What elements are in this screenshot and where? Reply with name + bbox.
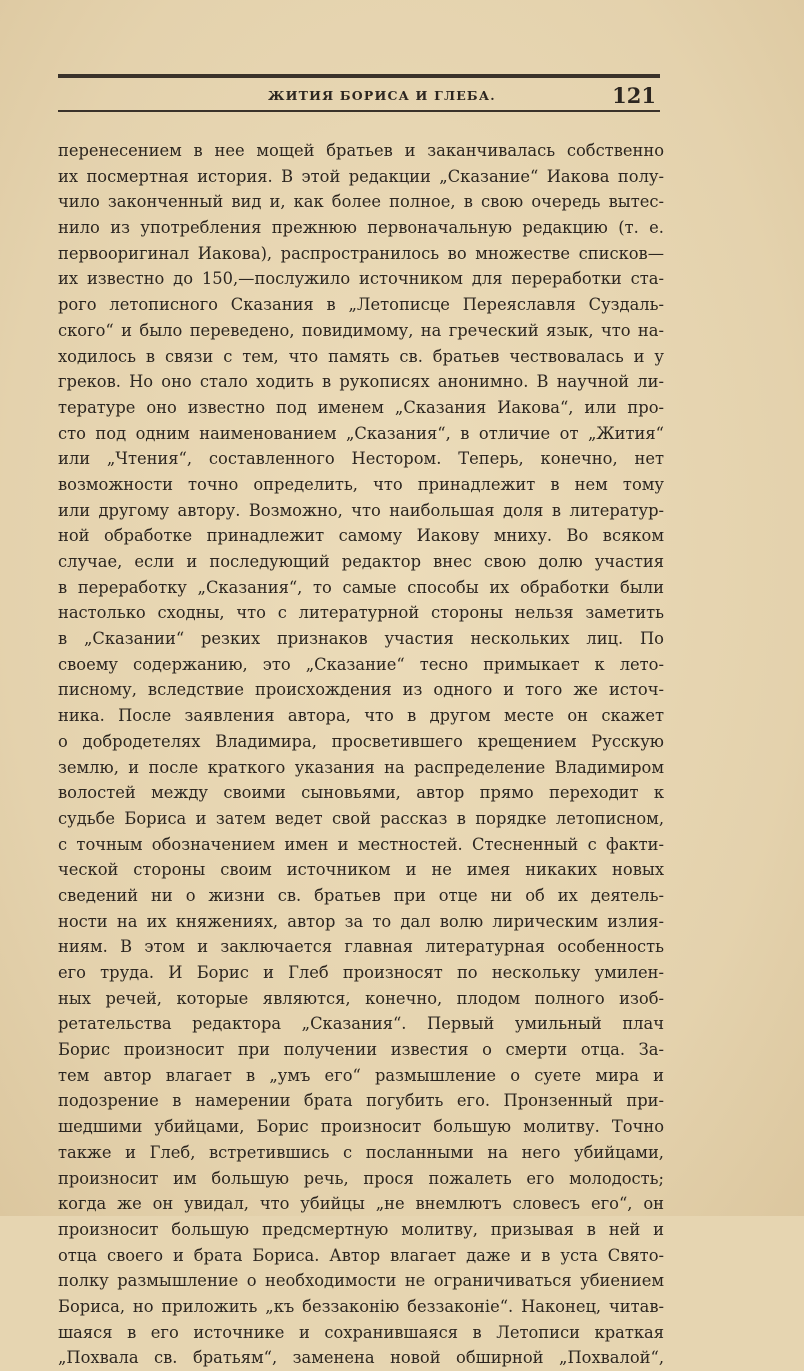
header-rule-bottom [58, 110, 660, 112]
text-line: сто под одним наименованием „Сказания“, в отличие от „Жития“ [58, 423, 664, 443]
text-line: рого летописного Сказания в „Летописце Переяславля Суздаль- [58, 295, 664, 315]
text-line: шедшими убийцами, Борис произносит большую молитву. Точно [58, 1117, 664, 1137]
text-line: ского“ и было переведено, повидимому, на греческий язык, что на- [58, 320, 664, 340]
text-line: произносит большую предсмертную молитву, призывая в ней и [58, 1219, 664, 1239]
text-line: землю, и после краткого указания на распределение Владимиром [58, 757, 664, 777]
text-line: волостей между своими сыновьями, автор прямо переходит к [58, 783, 664, 803]
text-line: в „Сказании“ резких признаков участия нескольких лиц. По [58, 629, 664, 649]
text-line: случае, если и последующий редактор внес свою долю участия [58, 552, 664, 571]
text-line: их посмертная история. В этой редакции „Сказание“ Иакова полу- [58, 166, 664, 186]
text-line: своему содержанию, это „Сказание“ тесно примыкает к лето- [58, 654, 664, 674]
text-line: ческой стороны своим источником и не имея никаких новых [58, 860, 664, 880]
text-line: ных речей, которые являются, конечно, плодом полного изоб- [58, 988, 664, 1008]
text-line: ника. После заявления автора, что в другом месте он скажет [58, 706, 664, 726]
text-line: произносит им большую речь, прося пожалеть его молодость; [58, 1168, 664, 1188]
text-line: писному, вследствие происхождения из одного и того же источ- [58, 680, 664, 700]
text-line: ной обработке принадлежит самому Иакову мниху. Во всяком [58, 526, 664, 546]
page-number: 121 [612, 83, 656, 108]
text-line: также и Глеб, встретившись с посланными на него убийцами, [58, 1142, 664, 1162]
text-line: тем автор влагает в „умъ его“ размышление о суете мира и [58, 1065, 664, 1085]
text-line: сведений ни о жизни св. братьев при отце ни об их деятель- [58, 885, 664, 905]
text-line: или „Чтения“, составленного Нестором. Теперь, конечно, нет [58, 449, 664, 469]
text-line: чило законченный вид и, как более полное, в свою очередь вытес- [58, 192, 664, 212]
text-line: тературе оно известно под именем „Сказания Иакова“, или про- [58, 397, 664, 417]
text-line: с точным обозначением имен и местностей. Стесненный с факти- [58, 834, 664, 854]
text-line: ходилось в связи с тем, что память св. братьев чествовалась и у [58, 346, 664, 366]
text-line: отца своего и брата Бориса. Автор влагает даже и в уста Свято- [58, 1245, 664, 1265]
text-line: ниям. В этом и заключается главная литературная особенность [58, 937, 664, 957]
text-line: ности на их княжениях, автор за то дал волю лирическим излия- [58, 911, 664, 931]
text-line: Борис произносит при получении известия о смерти отца. За- [58, 1040, 664, 1060]
text-line: греков. Но оно стало ходить в рукописях анонимно. В научной ли- [58, 372, 664, 392]
running-title: ЖИТИЯ БОРИСА И ГЛЕБА. [268, 88, 496, 103]
text-line: Бориса, но приложить „къ беззаконiю беззаконiе“. Наконец, читав- [58, 1296, 664, 1316]
text-line: нило из употребления прежнюю первоначальную редакцию (т. е. [58, 218, 664, 238]
body-text [58, 138, 664, 1371]
text-line: первооригинал Иакова), распространилось во множестве списков— [58, 243, 664, 263]
text-line: их известно до 150,—послужило источником для переработки ста- [58, 269, 664, 289]
text-line: подозрение в намерении брата погубить его. Пронзенный при- [58, 1091, 664, 1111]
text-line: его труда. И Борис и Глеб произносят по нескольку умилен- [58, 963, 664, 982]
text-line: полку размышление о необходимости не ограничиваться убиением [58, 1271, 664, 1291]
text-line: судьбе Бориса и затем ведет свой рассказ в порядке летописном, [58, 808, 664, 828]
text-line: когда же он увидал, что убийцы „не внемлютъ словесъ его“, он [58, 1194, 664, 1214]
running-head [58, 83, 660, 108]
text-line: или другому автору. Возможно, что наибольшая доля в литератур- [58, 500, 664, 520]
text-line: настолько сходны, что с литературной стороны нельзя заметить [58, 603, 664, 623]
text-line: шаяся в его источнике и сохранившаяся в Летописи краткая [58, 1322, 664, 1342]
text-line: „Похвала св. братьям“, заменена новой обширной „Похвалой“, [58, 1348, 664, 1368]
text-line: перенесением в нее мощей братьев и заканчивалась собственно [58, 141, 664, 160]
text-line: ретательства редактора „Сказания“. Первый умильный плач [58, 1014, 664, 1034]
text-line: возможности точно определить, что принадлежит в нем тому [58, 474, 664, 494]
text-line: в переработку „Сказания“, то самые способы их обработки были [58, 577, 664, 597]
header-rule-top [58, 74, 660, 78]
text-line: о добродетелях Владимира, просветившего крещением Русскую [58, 731, 664, 751]
